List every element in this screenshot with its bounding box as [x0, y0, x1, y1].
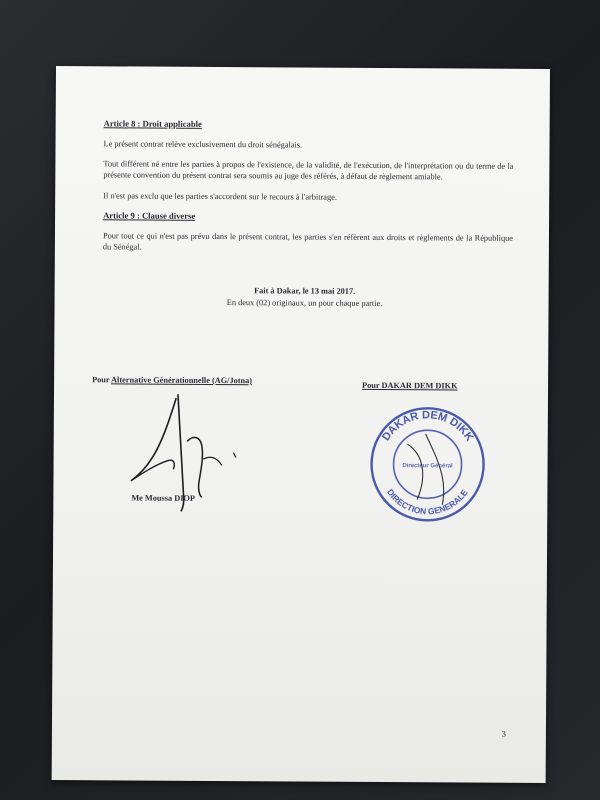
article-8-paragraph-2: Tout différent né entre les parties à propos de l'existence, de la validité, de l'exécution, de l'interprétation ou du terme de la présente convention du présent contrat sera soumis au juge des référés, à défaut de règlement amiable.: [103, 159, 514, 182]
party-left-prefix: Pour: [92, 375, 112, 385]
signature-left: [121, 388, 262, 509]
party-right-label: Pour DAKAR DEM DIKK: [362, 380, 458, 391]
document-page: [52, 66, 550, 783]
article-9-paragraph-1: Pour tout ce qui n'est pas prévu dans le présent contrat, les parties s'en réfèrent aux droits et règlements de la République du Sénégal.: [102, 231, 513, 252]
stamp-center-text: Directeur Général: [402, 463, 453, 470]
article-8-paragraph-3: Il n'est pas exclu que les parties s'accordent sur le recours à l'arbitrage.: [103, 191, 337, 202]
stamp-top-text: DAKAR DEM DIKK: [380, 409, 476, 444]
party-left-label: [92, 374, 332, 386]
party-left-name: Alternative Générationnelle (AG/Jotna): [111, 375, 253, 386]
signatory-name: Me Moussa DIOP: [131, 493, 195, 503]
copies-note: En deux (02) originaux, un pour chaque partie.: [226, 298, 383, 308]
stamp-bottom-text: DIRECTION GENERALE: [385, 487, 470, 517]
place-date: Fait à Dakar, le 13 mai 2017.: [254, 286, 356, 296]
article-8-paragraph-1: Le présent contrat relève exclusivement du droit sénégalais.: [103, 139, 303, 150]
page-number: 3: [501, 728, 506, 739]
article-8-heading: Article 8 : Droit applicable: [103, 118, 202, 129]
article-9-heading: Article 9 : Clause diverse: [103, 210, 196, 221]
official-stamp: [367, 404, 488, 525]
